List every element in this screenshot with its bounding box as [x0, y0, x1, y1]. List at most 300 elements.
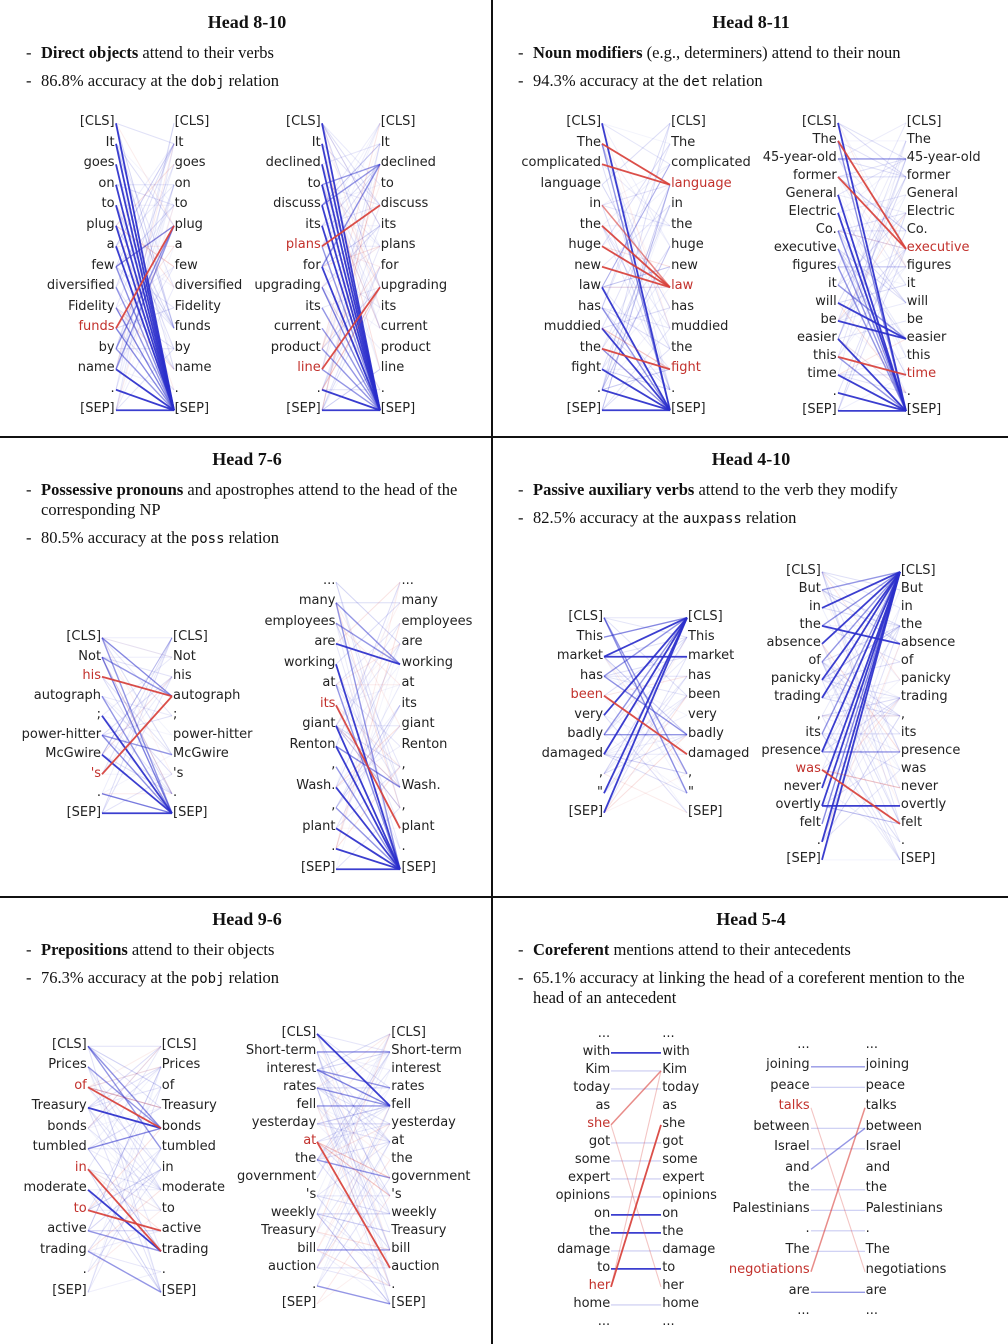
token-left: current [273, 319, 321, 335]
token-left: Short-term [245, 1043, 317, 1059]
token-left: the [294, 1151, 317, 1167]
token-left: 's [90, 765, 102, 781]
token-left: Electric [788, 204, 837, 220]
token-left: its [305, 298, 321, 314]
attention-plots [22, 101, 472, 431]
token-left: line [297, 360, 321, 376]
token-left: it [827, 276, 837, 292]
token-left: It [311, 134, 321, 150]
bullet-body [533, 71, 988, 91]
token-right: . [391, 1277, 396, 1293]
token-right: ... [865, 1303, 879, 1319]
token-right: Treasury [161, 1098, 217, 1114]
token-right: she [662, 1116, 686, 1132]
token-left: never [783, 778, 821, 794]
token-left: has [580, 667, 604, 683]
bullet-list [518, 43, 988, 99]
token-right: It [380, 134, 390, 150]
token-left: [CLS] [66, 629, 102, 645]
token-left: Prices [48, 1057, 87, 1073]
token-right: [CLS] [161, 1036, 197, 1052]
token-left: working [283, 654, 336, 670]
token-right: market [688, 648, 735, 664]
token-right: its [401, 695, 417, 711]
token-left: her [588, 1278, 611, 1294]
token-right: [CLS] [173, 629, 208, 645]
bullet-text: Prepositions [41, 940, 128, 959]
bullet-dash: - [518, 480, 524, 499]
token-right: damage [662, 1242, 716, 1258]
token-column-left [22, 627, 101, 822]
token-right: trading [900, 688, 948, 704]
token-right: Palestinians [865, 1200, 943, 1216]
token-right: ... [865, 1036, 879, 1052]
token-right: McGwire [173, 746, 229, 762]
token-left: . [805, 1221, 810, 1237]
token-right: ... [662, 1314, 675, 1330]
bullet [26, 480, 472, 520]
token-left: the [799, 616, 821, 632]
token-left: [CLS] [281, 1025, 317, 1041]
token-column-left [556, 1025, 611, 1331]
token-right: today [662, 1080, 700, 1096]
attention-plot [542, 607, 750, 822]
bullet-text: 80.5% accuracy at the [41, 528, 191, 548]
token-column-right [688, 607, 749, 822]
bullet-body [41, 480, 472, 520]
token-right: name [174, 360, 212, 376]
relation-code: pobj [190, 971, 225, 988]
token-right: giant [401, 716, 435, 732]
token-right: [SEP] [671, 401, 706, 417]
attention-plot [761, 562, 960, 868]
bullet [518, 940, 988, 960]
bullet-body [41, 43, 472, 63]
token-left: ... [597, 1314, 611, 1330]
attention-lines [610, 1025, 662, 1331]
token-left: its [805, 724, 821, 740]
token-right: presence [900, 742, 961, 758]
token-right: damaged [688, 745, 750, 761]
token-right: between [865, 1118, 922, 1134]
token-left: ... [597, 1026, 611, 1042]
token-column-left [237, 1024, 316, 1312]
token-left: huge [568, 237, 602, 253]
token-right: . [174, 380, 179, 396]
token-column-right [866, 1035, 947, 1322]
token-right: . [906, 384, 911, 400]
token-left: muddied [543, 319, 602, 335]
bullet-list [518, 480, 988, 536]
token-right: 45-year-old [906, 150, 981, 166]
token-right: funds [174, 319, 211, 335]
token-left: the [579, 339, 602, 355]
token-left: joining [766, 1057, 810, 1073]
token-right: [SEP] [401, 859, 436, 875]
token-right: its [380, 216, 397, 232]
token-right: interest [391, 1061, 442, 1077]
token-right: Wash. [401, 777, 441, 793]
attention-plots [22, 998, 472, 1338]
token-right: new [671, 257, 698, 273]
token-column-left [254, 112, 320, 420]
token-left: fell [296, 1097, 317, 1113]
token-right: the [865, 1180, 887, 1196]
token-left: presence [761, 742, 821, 758]
bullet-body [533, 968, 988, 1008]
attention-lines [101, 627, 173, 822]
bullet-body [41, 968, 472, 988]
attention-plot [22, 627, 253, 822]
token-right: some [662, 1152, 698, 1168]
token-left: she [587, 1116, 611, 1132]
attention-plots [514, 1018, 988, 1338]
token-left: , [598, 765, 604, 781]
token-right: on [662, 1206, 679, 1222]
token-left: government [237, 1169, 317, 1185]
bullet [26, 43, 472, 63]
bullet-dash: - [518, 43, 524, 62]
token-left: It [105, 134, 115, 150]
token-column-left [521, 112, 601, 420]
token-right: . [161, 1262, 166, 1278]
token-left: damage [557, 1242, 611, 1258]
token-left: law [578, 278, 602, 294]
token-right: [CLS] [688, 609, 723, 625]
bullet [518, 508, 988, 528]
panel-head-8-11 [492, 0, 1008, 437]
token-left: opinions [555, 1188, 611, 1204]
token-left: of [74, 1077, 87, 1093]
token-right: as [662, 1098, 677, 1114]
token-right: complicated [671, 155, 751, 171]
token-right: the [391, 1151, 413, 1167]
token-right: [SEP] [380, 401, 416, 417]
bullet-dash: - [518, 508, 524, 528]
token-left: as [595, 1098, 611, 1114]
token-left: to [597, 1260, 611, 1276]
token-right: tumbled [161, 1139, 216, 1155]
token-right: are [401, 634, 423, 650]
token-left: The [576, 134, 602, 150]
bullet [518, 71, 988, 91]
token-left: Fidelity [68, 298, 115, 314]
token-left: . [331, 839, 336, 855]
token-left: [SEP] [52, 1282, 87, 1298]
bullet-text: 65.1% accuracy at linking the head of a coreferent mention to the head of an antecedent [533, 968, 965, 1008]
token-right: the [671, 216, 693, 232]
token-left: diversified [46, 278, 115, 294]
token-left: been [570, 687, 604, 703]
panel-title: Head 7-6 [212, 449, 282, 469]
bullet-dash: - [26, 71, 32, 91]
token-right: its [380, 298, 397, 314]
token-right: by [174, 339, 191, 355]
token-left: language [540, 175, 602, 191]
token-column-left [264, 571, 335, 879]
token-right: The [671, 134, 696, 150]
token-right: got [662, 1134, 684, 1150]
token-left: got [588, 1134, 611, 1150]
token-left: on [98, 175, 115, 191]
token-left: talks [778, 1098, 810, 1114]
token-left: name [77, 360, 115, 376]
token-right: at [401, 675, 415, 691]
token-right: panicky [900, 670, 951, 686]
token-right: [CLS] [174, 114, 210, 130]
token-column-left [761, 562, 820, 868]
token-left: to [307, 175, 321, 191]
token-left: plant [302, 818, 336, 834]
token-left: [SEP] [80, 401, 115, 417]
token-left: . [312, 1277, 317, 1293]
token-right: muddied [671, 319, 729, 335]
token-right: to [380, 175, 394, 191]
bullet [26, 968, 472, 988]
token-right: and [865, 1159, 891, 1175]
token-left: autograph [33, 687, 102, 703]
token-right: employees [401, 613, 473, 629]
bullet-text: 94.3% accuracy at the [533, 71, 683, 91]
token-left: [SEP] [566, 401, 602, 417]
token-left: [CLS] [52, 1036, 87, 1052]
token-right: on [174, 175, 191, 191]
token-right: overtly [900, 796, 947, 812]
token-right: bill [391, 1241, 411, 1257]
token-right: few [174, 257, 198, 273]
token-left: at [303, 1133, 317, 1149]
bullet-text: relation [224, 528, 280, 548]
token-left: active [47, 1221, 87, 1237]
token-right: this [906, 348, 931, 364]
token-right: joining [865, 1057, 910, 1073]
token-right: easier [906, 330, 947, 346]
horizontal-divider-2 [0, 896, 1008, 898]
token-right: declined [380, 155, 436, 171]
attention-lines [821, 562, 901, 868]
token-left: Kim [585, 1062, 611, 1078]
bullet-text: Direct objects [41, 43, 139, 62]
token-right: , [688, 765, 693, 781]
token-left: [CLS] [79, 114, 115, 130]
token-right: Prices [161, 1057, 201, 1073]
token-right: in [900, 598, 913, 614]
token-right: at [391, 1133, 405, 1149]
bullet-body [41, 940, 472, 960]
token-right: talks [865, 1098, 897, 1114]
token-column-left [542, 607, 603, 822]
token-left: easier [797, 330, 837, 346]
token-left: between [753, 1118, 810, 1134]
token-right: plant [401, 818, 435, 834]
token-left: [SEP] [286, 401, 321, 417]
token-right: its [900, 724, 917, 740]
attention-plot [729, 1035, 947, 1322]
token-left: giant [302, 716, 336, 732]
token-left: employees [264, 613, 336, 629]
attention-lines [87, 1035, 162, 1302]
token-left: complicated [521, 155, 602, 171]
relation-code: dobj [190, 74, 225, 91]
token-left: trading [774, 688, 821, 704]
relation-code: poss [190, 531, 225, 548]
panel-head-7-6 [0, 437, 492, 897]
token-left: . [96, 785, 102, 801]
token-right: opinions [662, 1188, 717, 1204]
token-right: very [688, 706, 717, 722]
attention-plot [264, 571, 472, 879]
token-right: fight [671, 360, 701, 376]
token-right: active [161, 1221, 202, 1237]
token-column-right [175, 112, 243, 420]
bullet-body [533, 480, 988, 500]
token-right: home [662, 1296, 700, 1312]
token-left: Treasury [31, 1098, 87, 1114]
token-left: yesterday [251, 1115, 317, 1131]
token-right: . [401, 839, 406, 855]
token-right: Not [173, 648, 196, 664]
bullet-list [26, 43, 472, 99]
token-left: peace [770, 1077, 810, 1093]
attention-plot [556, 1025, 717, 1331]
token-left: ; [96, 707, 102, 723]
token-right: Electric [906, 204, 955, 220]
token-right: never [900, 778, 939, 794]
bullet [518, 968, 988, 1008]
token-left: . [110, 380, 115, 396]
token-right: ; [173, 707, 178, 723]
bullet-dash: - [26, 940, 32, 959]
token-right: Israel [865, 1139, 902, 1155]
token-left: , [816, 706, 821, 722]
bullet-text: attend to their objects [127, 940, 275, 959]
token-left: [SEP] [786, 850, 821, 866]
token-right: ... [401, 572, 414, 588]
token-right: of [161, 1077, 175, 1093]
token-right: has [688, 667, 712, 683]
token-left: ... [797, 1036, 810, 1052]
token-right: yesterday [391, 1115, 456, 1131]
token-right: law [671, 278, 694, 294]
bullet-dash: - [518, 71, 524, 91]
attention-lines [810, 1035, 866, 1322]
attention-plot [254, 112, 447, 420]
panel-title: Head 5-4 [716, 909, 786, 929]
token-left: market [556, 648, 604, 664]
token-left: [SEP] [300, 859, 336, 875]
token-left: absence [766, 634, 821, 650]
token-left: be [820, 312, 837, 328]
token-left: felt [799, 814, 821, 830]
token-left: . [832, 384, 837, 400]
token-left: bonds [47, 1118, 87, 1134]
token-left: many [298, 593, 336, 609]
attention-plots [514, 538, 988, 891]
bullet-dash: - [26, 480, 32, 499]
token-left: the [579, 216, 602, 232]
token-left: bill [297, 1241, 317, 1257]
token-left: some [574, 1152, 611, 1168]
token-left: , [331, 798, 336, 814]
token-left: fight [571, 360, 602, 376]
token-right: product [380, 339, 431, 355]
token-left: has [578, 298, 602, 314]
token-right: weekly [391, 1205, 437, 1221]
token-right: with [662, 1044, 690, 1060]
token-left: The [785, 1241, 810, 1257]
token-left: Palestinians [732, 1200, 810, 1216]
bullet-text: Noun modifiers [533, 43, 643, 62]
token-column-right [401, 571, 472, 879]
token-column-left [763, 113, 837, 419]
bullet-list [26, 480, 472, 556]
token-right: auction [391, 1259, 440, 1275]
token-left: expert [568, 1170, 611, 1186]
token-left: in [809, 598, 821, 614]
token-left: in [589, 196, 602, 212]
token-left: of [808, 652, 821, 668]
token-right: time [906, 366, 937, 382]
bullet-text: relation [708, 71, 763, 91]
token-right: ... [662, 1026, 675, 1042]
token-column-right [907, 113, 981, 419]
token-left: to [73, 1200, 87, 1216]
token-right: badly [688, 726, 724, 742]
token-right: [SEP] [161, 1282, 197, 1298]
token-left: its [305, 216, 321, 232]
token-right: . [865, 1221, 870, 1237]
token-right: the [671, 339, 693, 355]
attention-lines [837, 113, 907, 419]
bullet-dash: - [518, 968, 524, 988]
token-column-right [173, 627, 252, 822]
bullet-text: 86.8% accuracy at the [41, 71, 191, 91]
token-right: for [380, 257, 399, 273]
token-right: language [671, 175, 732, 191]
token-left: discuss [273, 196, 321, 212]
token-left: will [815, 294, 837, 310]
token-right: Kim [662, 1062, 688, 1078]
token-left: 45-year-old [762, 150, 837, 166]
token-left: damaged [541, 745, 604, 761]
bullet-body [41, 528, 472, 548]
panel-head-9-6 [0, 897, 492, 1344]
token-left: [SEP] [66, 804, 102, 820]
token-right: . [173, 785, 178, 801]
token-left: [CLS] [786, 562, 821, 578]
token-column-left [729, 1035, 810, 1322]
token-right: was [900, 760, 927, 776]
bullet-dash: - [26, 528, 32, 548]
token-right: the [900, 616, 923, 632]
token-left: its [319, 695, 336, 711]
token-right: to [161, 1200, 175, 1216]
token-left: product [270, 339, 321, 355]
token-left: few [91, 257, 115, 273]
token-right: It [174, 134, 184, 150]
token-right: [CLS] [671, 114, 706, 130]
token-left: plans [285, 237, 321, 253]
token-right: fell [391, 1097, 412, 1113]
token-right: his [173, 668, 192, 684]
token-right: [SEP] [906, 402, 942, 418]
token-left: 's [305, 1187, 317, 1203]
token-right: [CLS] [391, 1025, 426, 1041]
token-right: in [161, 1159, 174, 1175]
token-left: power-hitter [21, 726, 102, 742]
token-left: . [82, 1262, 87, 1278]
token-left: upgrading [254, 278, 321, 294]
